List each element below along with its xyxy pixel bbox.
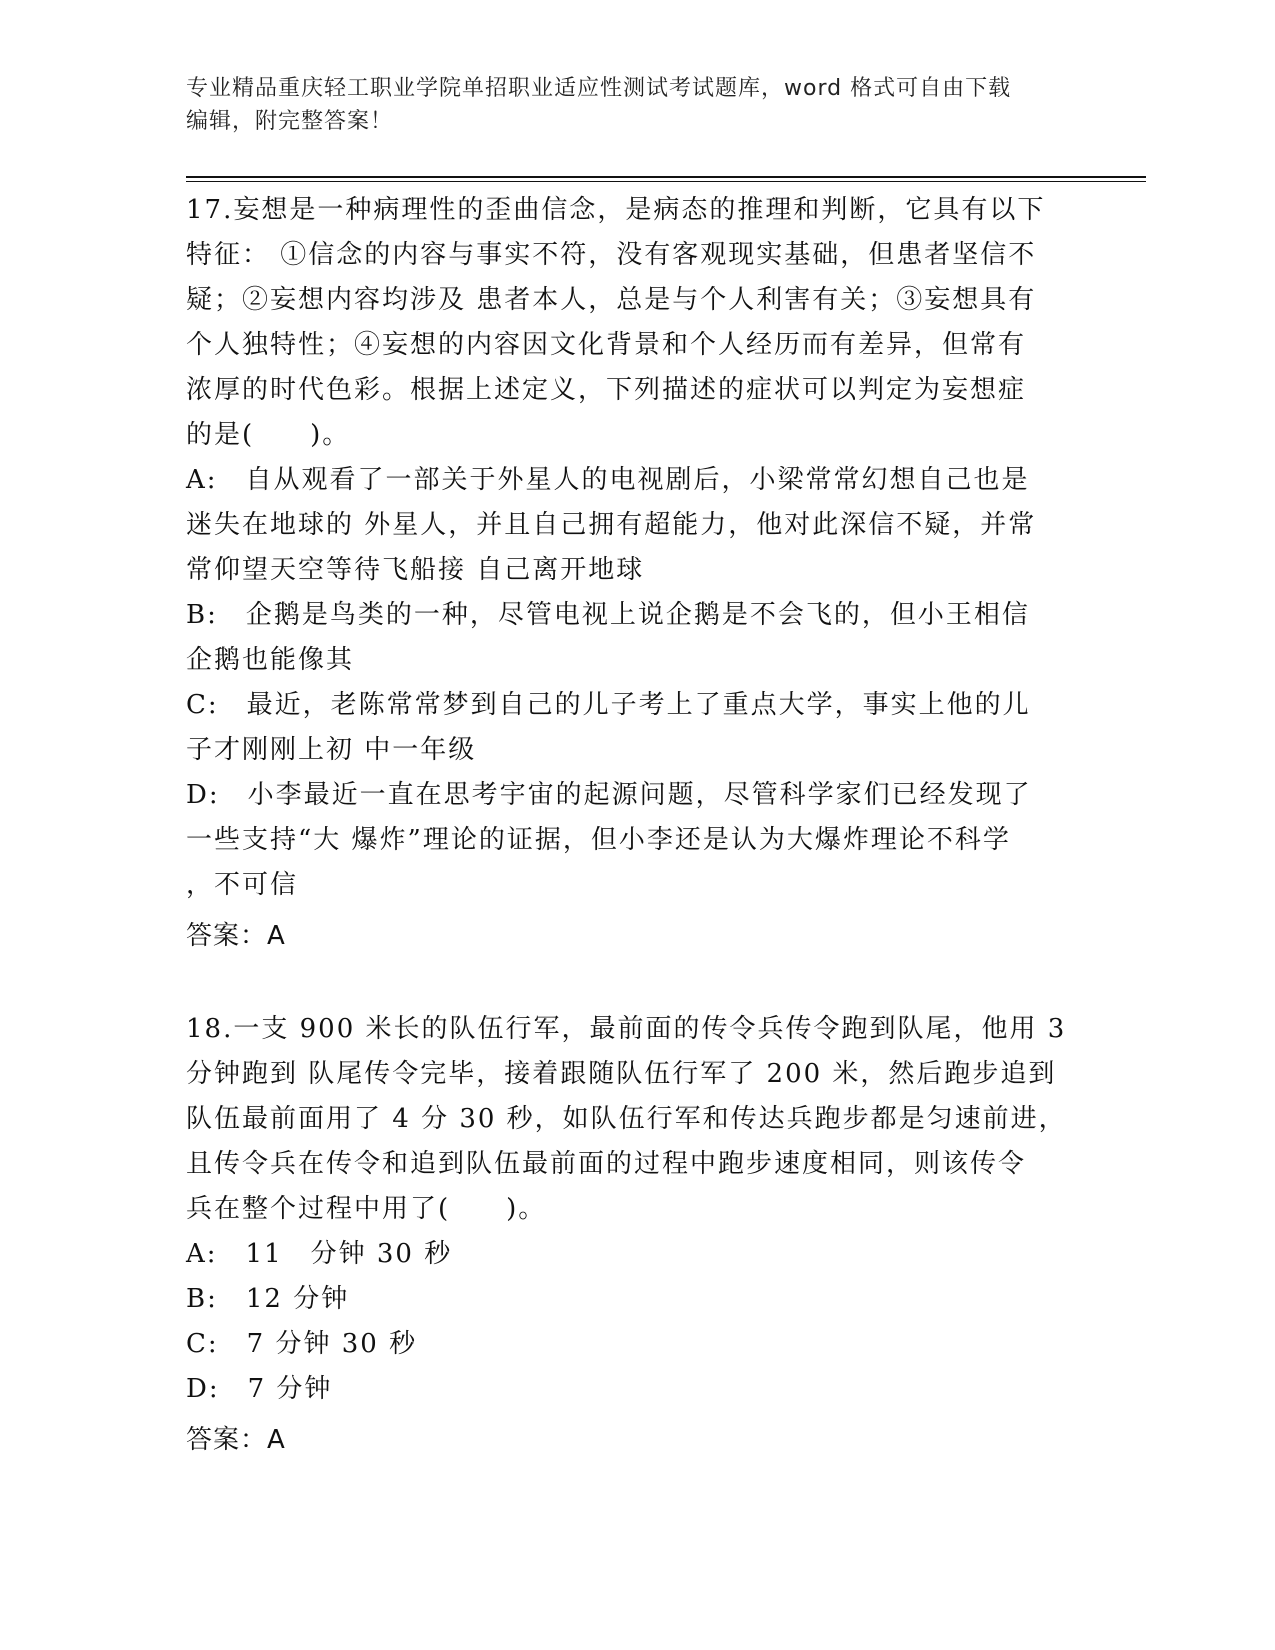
- option-d-line: D: 小李最近一直在思考宇宙的起源问题，尽管科学家们已经发现了: [186, 780, 1032, 810]
- question-text-line: 兵在整个过程中用了( )。: [186, 1194, 547, 1224]
- question-text-line: 分钟跑到 队尾传令完毕，接着跟随队伍行军了 200 米，然后跑步追到: [186, 1059, 1057, 1089]
- question-text-line: 特征： ①信念的内容与事实不符，没有客观现实基础，但患者坚信不: [186, 240, 1037, 270]
- answer-label: 答案：A: [186, 921, 286, 951]
- option-c-line: C: 最近，老陈常常梦到自己的儿子考上了重点大学，事实上他的儿: [186, 690, 1031, 720]
- question-text-line: 且传令兵在传令和追到队伍最前面的过程中跑步速度相同，则该传令: [186, 1149, 1027, 1179]
- option-a-line: 常仰望天空等待飞船接 自己离开地球: [186, 555, 645, 585]
- option-a-line: A: 11 分钟 30 秒: [186, 1239, 453, 1269]
- question-text-line: 的是( )。: [186, 420, 351, 450]
- option-b-line: B: 企鹅是鸟类的一种，尽管电视上说企鹅是不会飞的，但小王相信: [186, 600, 1030, 630]
- option-d-line: ，不可信: [186, 870, 299, 900]
- question-text-line: 浓厚的时代色彩。根据上述定义，下列描述的症状可以判定为妄想症: [186, 375, 1027, 405]
- question-17: [186, 188, 1066, 959]
- header-line: 专业精品重庆轻工职业学院单招职业适应性测试考试题库，word 格式可自由下载: [186, 76, 1012, 101]
- question-text-line: 17.妄想是一种病理性的歪曲信念，是病态的推理和判断，它具有以下: [186, 195, 1046, 225]
- question-text-line: 18.一支 900 米长的队伍行军，最前面的传令兵传令跑到队尾，他用 3: [186, 1014, 1067, 1044]
- option-b-line: B: 12 分钟: [186, 1284, 350, 1314]
- header-line: 编辑，附完整答案！: [186, 109, 394, 134]
- question-text-line: 疑；②妄想内容均涉及 患者本人，总是与个人利害有关；③妄想具有: [186, 285, 1037, 315]
- header-divider: [186, 176, 1146, 178]
- option-a-line: 迷失在地球的 外星人，并且自己拥有超能力，他对此深信不疑，并常: [186, 510, 1037, 540]
- question-text-line: 个人独特性；④妄想的内容因文化背景和个人经历而有差异，但常有: [186, 330, 1027, 360]
- page-header: [186, 72, 1066, 138]
- option-d-line: 一些支持“大 爆炸”理论的证据，但小李还是认为大爆炸理论不科学: [186, 825, 1011, 855]
- header-divider-thin: [186, 181, 1146, 182]
- option-c-line: 子才刚刚上初 中一年级: [186, 735, 477, 765]
- answer-label: 答案：A: [186, 1425, 286, 1455]
- question-18: [186, 1007, 1066, 1463]
- option-a-line: A: 自从观看了一部关于外星人的电视剧后，小梁常常幻想自己也是: [186, 465, 1030, 495]
- option-c-line: C: 7 分钟 30 秒: [186, 1329, 418, 1359]
- option-b-line: 企鹅也能像其: [186, 645, 355, 675]
- option-d-line: D: 7 分钟: [186, 1374, 333, 1404]
- question-text-line: 队伍最前面用了 4 分 30 秒，如队伍行军和传达兵跑步都是匀速前进，: [186, 1104, 1067, 1134]
